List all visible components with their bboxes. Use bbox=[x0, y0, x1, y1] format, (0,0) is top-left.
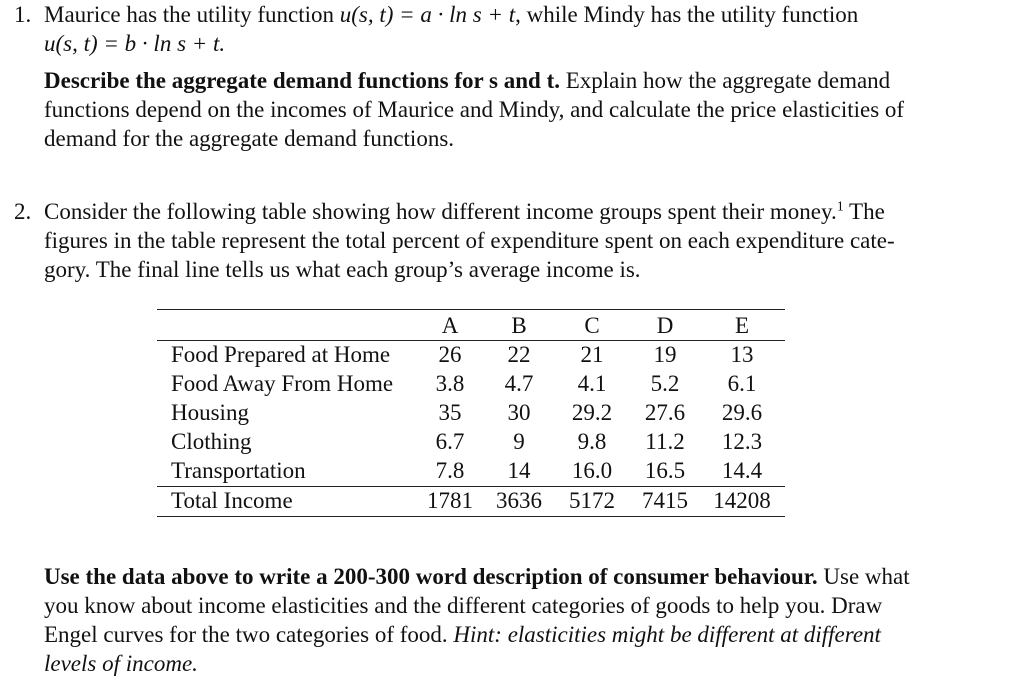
question-2-line-1 bbox=[44, 197, 885, 226]
question-1-number: 1. bbox=[14, 2, 32, 27]
question-2-line-2: figures in the table represent the total percent of expenditure spent on each expenditure cate- bbox=[44, 228, 895, 253]
question-1-task-line-2: functions depend on the incomes of Maurice and Mindy, and calculate the price elasticities of bbox=[44, 97, 905, 122]
cell-value: 3636 bbox=[496, 488, 542, 513]
table-row bbox=[157, 427, 785, 456]
cell-value: 35 bbox=[438, 400, 462, 425]
cell-value: 13 bbox=[730, 342, 754, 367]
column-header-d: D bbox=[656, 313, 674, 338]
row-label: Food Prepared at Home bbox=[171, 342, 391, 367]
cell-value: 27.6 bbox=[644, 400, 686, 425]
column-header-e: E bbox=[734, 313, 750, 338]
column-header-c: C bbox=[584, 313, 600, 338]
task-line-2: you know about income elasticities and the different categories of goods to help you. Draw bbox=[44, 593, 883, 618]
cell-value: 21 bbox=[580, 342, 604, 367]
question-1-task-line-1 bbox=[44, 66, 890, 95]
cell-value: 30 bbox=[507, 400, 531, 425]
cell-value: 26 bbox=[438, 342, 462, 367]
column-header-a: A bbox=[441, 313, 459, 338]
cell-value: 14208 bbox=[713, 488, 771, 513]
cell-value: 14 bbox=[507, 458, 531, 483]
row-label: Total Income bbox=[171, 488, 293, 513]
cell-value: 11.2 bbox=[645, 429, 685, 454]
cell-value: 6.1 bbox=[727, 371, 757, 396]
question-1-line-1 bbox=[44, 0, 858, 29]
question-2-text-1-end: The bbox=[843, 199, 885, 224]
table-row bbox=[157, 369, 785, 398]
cell-value: 6.7 bbox=[435, 429, 465, 454]
question-1-text-a: Maurice has the utility function bbox=[44, 2, 340, 27]
task-rest: Use what bbox=[817, 564, 910, 589]
row-label: Clothing bbox=[171, 429, 252, 454]
cell-value: 16.5 bbox=[644, 458, 686, 483]
cell-value: 3.8 bbox=[435, 371, 465, 396]
cell-value: 4.7 bbox=[504, 371, 534, 396]
question-2-text-1: Consider the following table showing how different income groups spent their money. bbox=[44, 199, 837, 224]
footnote-marker: 1 bbox=[836, 199, 844, 215]
cell-value: 7.8 bbox=[435, 458, 465, 483]
cell-value: 4.1 bbox=[577, 371, 607, 396]
cell-value: 22 bbox=[507, 342, 531, 367]
hint-text: Hint: elasticities might be different at different bbox=[453, 622, 881, 647]
cell-value: 29.6 bbox=[721, 400, 763, 425]
cell-value: 7415 bbox=[642, 488, 688, 513]
table-top-rule bbox=[157, 309, 785, 310]
cell-value: 9.8 bbox=[577, 429, 607, 454]
row-label: Food Away From Home bbox=[171, 371, 394, 396]
question-1-text-b: , while Mindy has the utility function bbox=[515, 2, 859, 27]
table-row bbox=[157, 340, 785, 369]
cell-value: 5.2 bbox=[650, 371, 680, 396]
cell-value: 14.4 bbox=[721, 458, 763, 483]
question-2-number: 2. bbox=[14, 199, 32, 224]
cell-value: 5172 bbox=[569, 488, 615, 513]
cell-value: 9 bbox=[513, 429, 525, 454]
task-text-3: Engel curves for the two categories of food. bbox=[44, 622, 454, 647]
hint-text-end: levels of income. bbox=[44, 651, 198, 676]
row-label: Housing bbox=[171, 400, 249, 425]
cell-value: 16.0 bbox=[571, 458, 613, 483]
cell-value: 12.3 bbox=[721, 429, 763, 454]
table-bottom-rule bbox=[157, 516, 785, 517]
task-line-1 bbox=[44, 562, 910, 591]
row-label: Transportation bbox=[171, 458, 306, 483]
question-1-task-line-3: demand for the aggregate demand functions. bbox=[44, 126, 455, 151]
cell-value: 29.2 bbox=[571, 400, 613, 425]
question-2-line-3: gory. The final line tells us what each group’s average income is. bbox=[44, 257, 641, 282]
table-row-total-income bbox=[157, 486, 785, 515]
question-1-task-rest: Explain how the aggregate demand bbox=[559, 68, 891, 93]
column-header-b: B bbox=[511, 313, 527, 338]
table-row bbox=[157, 398, 785, 427]
maurice-utility-formula: u(s, t) = a · ln s + t bbox=[339, 2, 516, 27]
table-row bbox=[157, 456, 785, 485]
mindy-utility-formula: u(s, t) = b · ln s + t. bbox=[44, 31, 226, 56]
task-line-3 bbox=[44, 620, 881, 649]
question-1-task-bold: Describe the aggregate demand functions for s and t. bbox=[44, 68, 560, 93]
cell-value: 1781 bbox=[427, 488, 473, 513]
task-bold: Use the data above to write a 200-300 word description of consumer behaviour. bbox=[44, 564, 818, 589]
cell-value: 19 bbox=[653, 342, 677, 367]
